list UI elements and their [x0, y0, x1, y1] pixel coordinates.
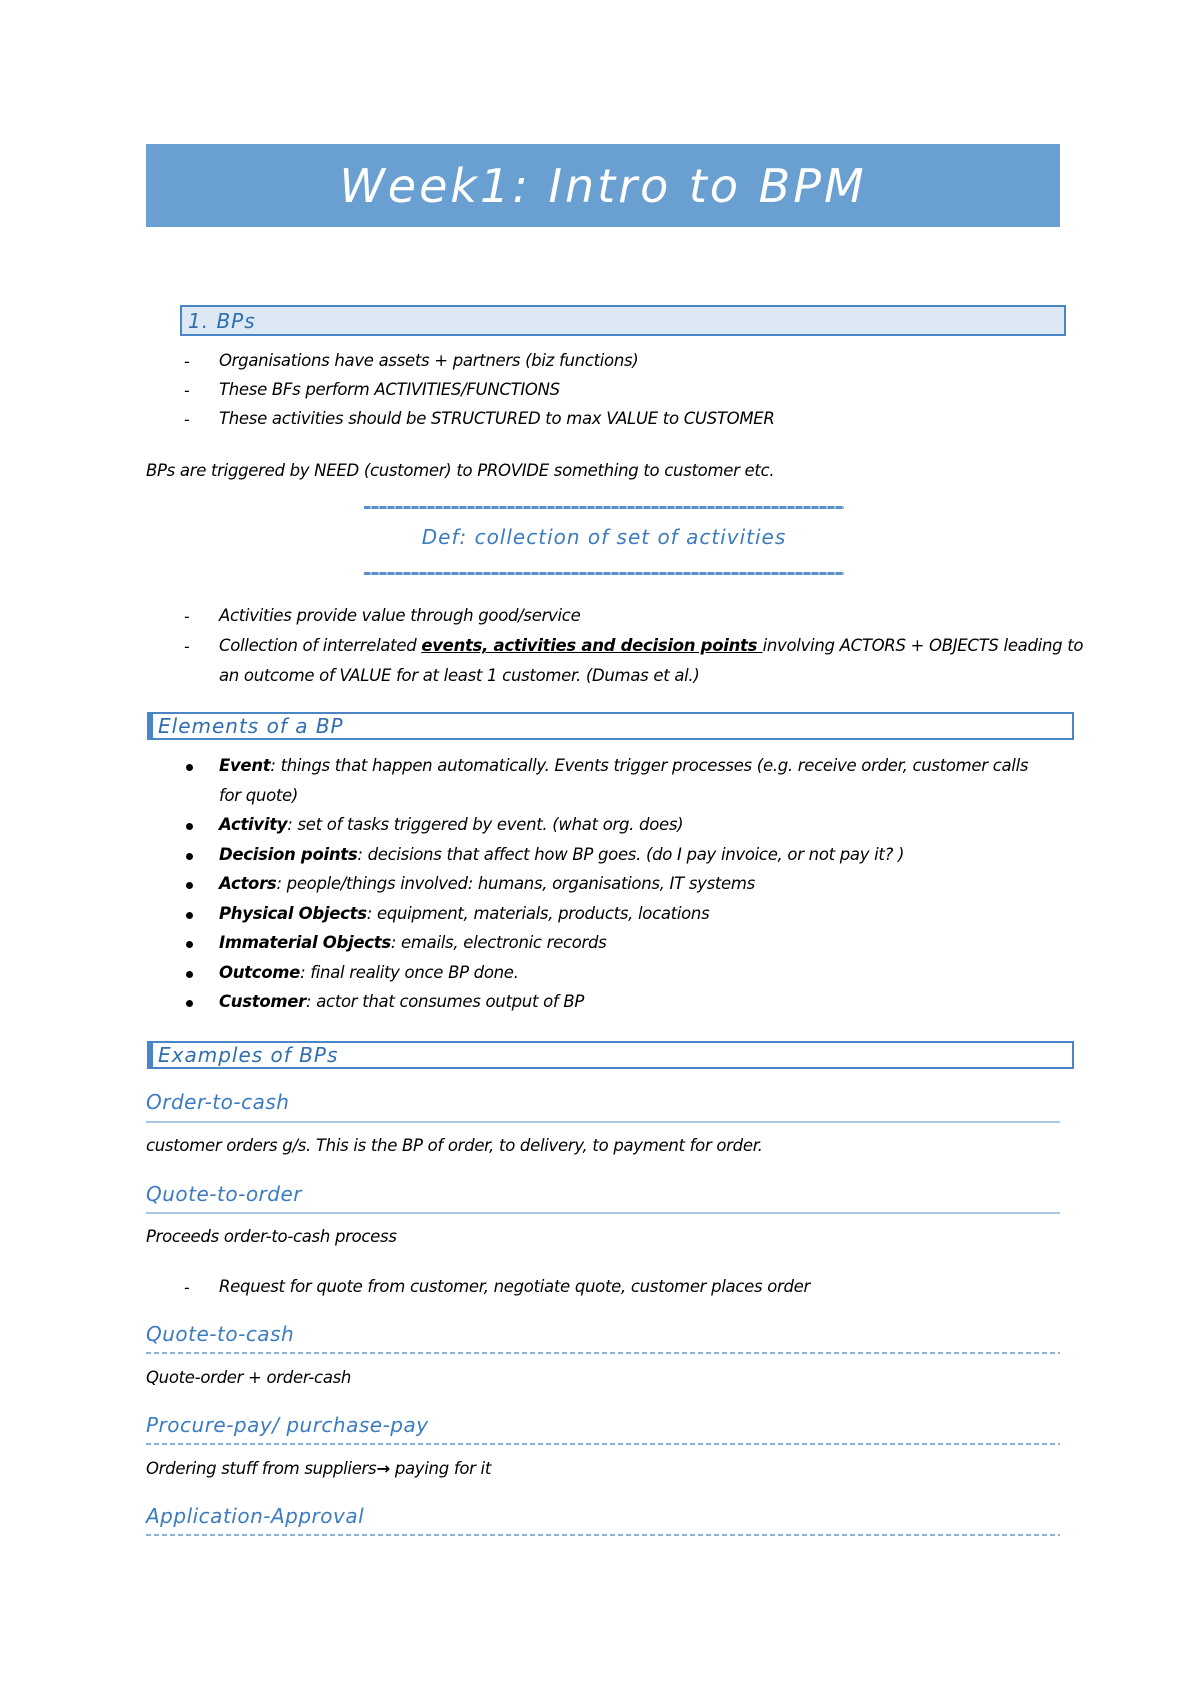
subheading-quote-to-order: Quote-to-order — [146, 1182, 302, 1206]
list-item: Organisations have assets + partners (biz functions) — [219, 351, 639, 370]
subheading-rule — [146, 1121, 1060, 1123]
bullet-icon — [186, 823, 193, 830]
bullet-icon — [186, 764, 193, 771]
bullet-icon — [186, 971, 193, 978]
dash-marker: - — [184, 1278, 190, 1297]
element-item: Decision points: decisions that affect how BP goes. (do I pay invoice, or not pay it? ) — [219, 844, 905, 864]
list-item: These BFs perform ACTIVITIES/FUNCTIONS — [219, 380, 560, 399]
section-heading-bps — [180, 305, 1066, 336]
definition-rule-top — [364, 506, 844, 509]
element-item: Customer: actor that consumes output of BP — [219, 992, 584, 1011]
arrow-icon: → — [376, 1459, 390, 1478]
subheading-application-approval: Application-Approval — [146, 1504, 365, 1528]
section-heading-label: Elements of a BP — [158, 714, 344, 738]
subheading-rule — [146, 1352, 1060, 1354]
element-item-continuation: for quote) — [219, 785, 299, 805]
dash-marker: - — [184, 637, 190, 656]
list-item: These activities should be STRUCTURED to max VALUE to CUSTOMER — [219, 409, 775, 428]
subheading-rule — [146, 1534, 1060, 1536]
section-heading-examples — [150, 1041, 1074, 1069]
heading-accent-bar — [147, 1041, 153, 1069]
paragraph: Quote-order + order-cash — [146, 1368, 352, 1387]
bullet-icon — [186, 1000, 193, 1007]
dash-marker: - — [184, 381, 190, 400]
paragraph: BPs are triggered by NEED (customer) to PROVIDE something to customer etc. — [146, 461, 775, 480]
list-item: Activities provide value through good/service — [219, 606, 581, 625]
element-item: Outcome: final reality once BP done. — [219, 962, 519, 982]
definition-text: Def: collection of set of activities — [421, 525, 787, 549]
dash-marker: - — [184, 352, 190, 371]
subheading-order-to-cash: Order-to-cash — [146, 1090, 290, 1114]
section-heading-elements — [150, 712, 1074, 740]
section-heading-label: 1. BPs — [188, 308, 256, 333]
element-item: Physical Objects: equipment, materials, products, locations — [219, 903, 710, 923]
subheading-quote-to-cash: Quote-to-cash — [146, 1322, 295, 1346]
element-item: Actors: people/things involved: humans, organisations, IT systems — [219, 874, 755, 893]
title-banner — [146, 144, 1060, 227]
subheading-rule — [146, 1443, 1060, 1445]
bullet-icon — [186, 941, 193, 948]
page-title: Week1: Intro to BPM — [339, 158, 867, 213]
subheading-rule — [146, 1212, 1060, 1214]
paragraph: Proceeds order-to-cash process — [146, 1227, 397, 1246]
element-item: Immaterial Objects: emails, electronic records — [219, 933, 607, 952]
dash-marker: - — [184, 607, 190, 626]
bullet-icon — [186, 853, 193, 860]
list-item-continuation: an outcome of VALUE for at least 1 customer. (Dumas et al.) — [219, 666, 700, 685]
bullet-icon — [186, 912, 193, 919]
heading-accent-bar — [147, 712, 153, 740]
definition-rule-bottom — [364, 572, 844, 575]
paragraph: Ordering stuff from suppliers→ paying for it — [146, 1459, 492, 1478]
list-item: Collection of interrelated events, activities and decision points involving ACTORS + OBJECTS leading to — [219, 636, 1084, 655]
paragraph: customer orders g/s. This is the BP of order, to delivery, to payment for order. — [146, 1136, 763, 1155]
list-item: Request for quote from customer, negotiate quote, customer places order — [219, 1277, 811, 1296]
element-item: Event: things that happen automatically. Events trigger processes (e.g. receive order, customer calls — [219, 756, 1029, 775]
element-item: Activity: set of tasks triggered by event. (what org. does) — [219, 815, 684, 834]
bullet-icon — [186, 882, 193, 889]
subheading-procure-pay: Procure-pay/ purchase-pay — [146, 1413, 429, 1437]
dash-marker: - — [184, 410, 190, 429]
section-heading-label: Examples of BPs — [158, 1043, 339, 1067]
